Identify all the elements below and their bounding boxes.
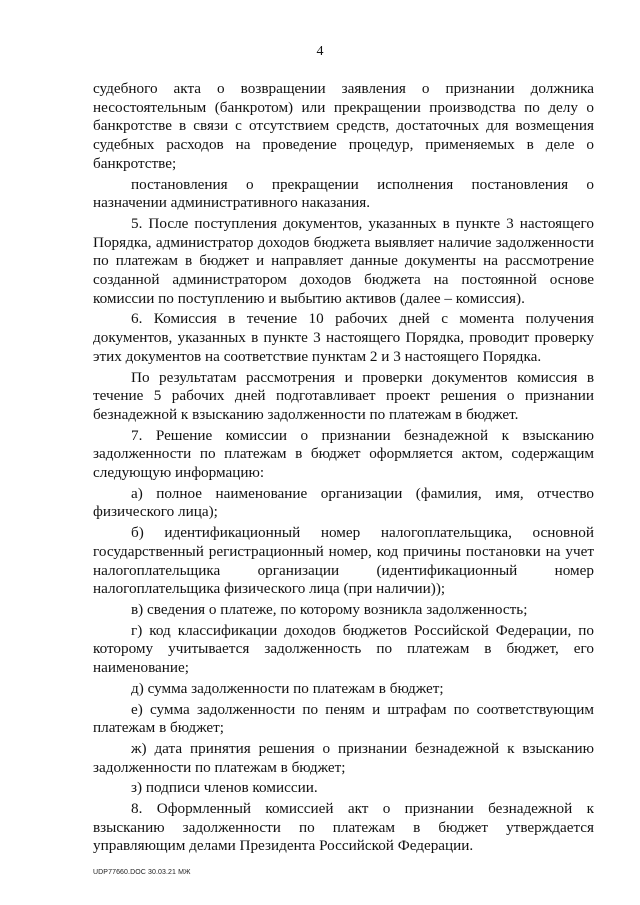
paragraph-5: По результатам рассмотрения и проверки документов комиссия в течение 5 рабочих дней подготавливает проект решения о признании безнадежной к взысканию задолженности по платежам в бюджет.: [93, 368, 594, 423]
list-item-b: б) идентификационный номер налогоплательщика, основной государственный регистрационный номер, код причины постановки на учет налогоплательщика организации (идентификационный номер налогоплательщика физического лица (при наличии));: [93, 524, 594, 598]
list-item-e: е) сумма задолженности по пеням и штрафам по соответствующим платежам в бюджет;: [93, 700, 594, 737]
document-body: [93, 80, 594, 858]
page-number: 4: [316, 44, 324, 59]
paragraph-2: постановления о прекращении исполнения постановления о назначении административного наказания.: [93, 175, 594, 212]
list-item-v: в) сведения о платеже, по которому возникла задолженность;: [131, 600, 528, 618]
list-item-z: з) подписи членов комиссии.: [131, 779, 318, 797]
list-item-zh: ж) дата принятия решения о признании безнадежной к взысканию задолженности по платежам в бюджет;: [93, 739, 594, 776]
paragraph-8: 8. Оформленный комиссией акт о признании безнадежной к взысканию задолженности по платежам в бюджет утверждается управляющим делами Президента Российской Федерации.: [93, 800, 594, 855]
paragraph-4: 6. Комиссия в течение 10 рабочих дней с момента получения документов, указанных в пункте 3 настоящего Порядка, проводит проверку этих документов на соответствие пунктам 2 и 3 настоящего Порядка.: [93, 310, 594, 365]
list-item-a: а) полное наименование организации (фамилия, имя, отчество физического лица);: [93, 484, 594, 521]
list-item-g: г) код классификации доходов бюджетов Российской Федерации, по которому учитывается задолженность по платежам в бюджет, его наименование;: [93, 621, 594, 677]
footer-document-code: UDP77660.DOC 30.03.21 МЖ: [93, 869, 191, 876]
paragraph-3: 5. После поступления документов, указанных в пункте 3 настоящего Порядка, администратор доходов бюджета выявляет наличие задолженности по платежам в бюджет и направляет данные документы на рассмотрение созданной администратором доходов бюджета на постоянной основе комиссии по поступлению и выбытию активов (далее – комиссия).: [93, 214, 594, 307]
list-item-d: д) сумма задолженности по платежам в бюджет;: [131, 679, 444, 697]
paragraph-1: судебного акта о возвращении заявления о признании должника несостоятельным (банкротом) или прекращении производства по делу о банкротстве в связи с отсутствием средств, достаточных для возмещения судебных расходов на проведение процедур, применяемых в деле о банкротстве;: [93, 80, 594, 172]
paragraph-6: 7. Решение комиссии о признании безнадежной к взысканию задолженности по платежам в бюджет оформляется актом, содержащим следующую информацию:: [93, 426, 594, 482]
